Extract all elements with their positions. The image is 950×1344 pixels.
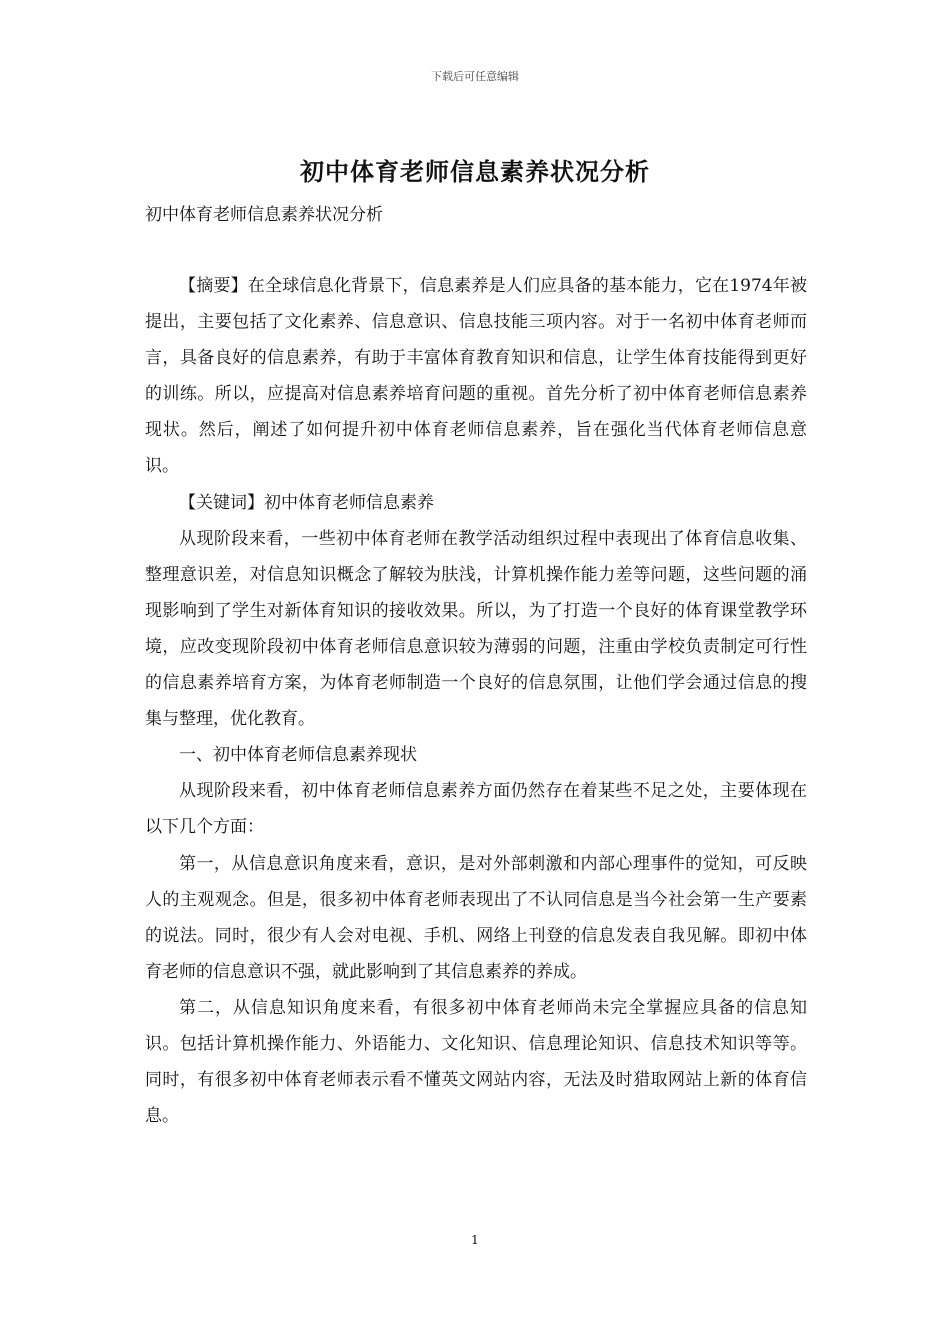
document-subtitle: 初中体育老师信息素养状况分析 <box>145 205 383 225</box>
body-paragraph: 第一，从信息意识角度来看，意识，是对外部刺激和内部心理事件的觉知，可反映人的主观观念。但是，很多初中体育老师表现出了不认同信息是当今社会第一生产要素的说法。同时，很少有人会对电视、手机、网络上刊登的信息发表自我见解。即初中体育老师的信息意识不强，就此影响到了其信息素养的养成。 <box>145 853 807 982</box>
keywords-paragraph: 【关键词】初中体育老师信息素养 <box>179 492 434 513</box>
body-paragraph: 从现阶段来看，初中体育老师信息素养方面仍然存在着某些不足之处，主要体现在以下几个方面： <box>145 781 807 838</box>
section-heading: 一、初中体育老师信息素养现状 <box>179 745 417 766</box>
document-title: 初中体育老师信息素养状况分析 <box>300 157 650 186</box>
page-number: 1 <box>471 1233 479 1247</box>
body-paragraph: 第二，从信息知识角度来看，有很多初中体育老师尚未完全掌握应具备的信息知识。包括计算机操作能力、外语能力、文化知识、信息理论知识、信息技术知识等等。同时，有很多初中体育老师表示看不懂英文网站内容，无法及时猎取网站上新的体育信息。 <box>145 997 807 1127</box>
body-paragraph: 从现阶段来看，一些初中体育老师在教学活动组织过程中表现出了体育信息收集、整理意识差，对信息知识概念了解较为肤浅，计算机操作能力差等问题，这些问题的涌现影响到了学生对新体育知识的接收效果。所以，为了打造一个良好的体育课堂教学环境，应改变现阶段初中体育老师信息意识较为薄弱的问题，注重由学校负责制定可行性的信息素养培育方案，为体育老师制造一个良好的信息氛围，让他们学会通过信息的搜集与整理，优化教育。 <box>145 528 807 730</box>
document-body <box>145 268 807 1134</box>
page-header-note: 下载后可任意编辑 <box>431 70 519 83</box>
abstract-paragraph: 【摘要】在全球信息化背景下，信息素养是人们应具备的基本能力，它在1974年被提出，主要包括了文化素养、信息意识、信息技能三项内容。对于一名初中体育老师而言，具备良好的信息素养，有助于丰富体育教育知识和信息，让学生体育技能得到更好的训练。所以，应提高对信息素养培育问题的重视。首先分析了初中体育老师信息素养现状。然后，阐述了如何提升初中体育老师信息素养，旨在强化当代体育老师信息意识。 <box>145 276 807 477</box>
